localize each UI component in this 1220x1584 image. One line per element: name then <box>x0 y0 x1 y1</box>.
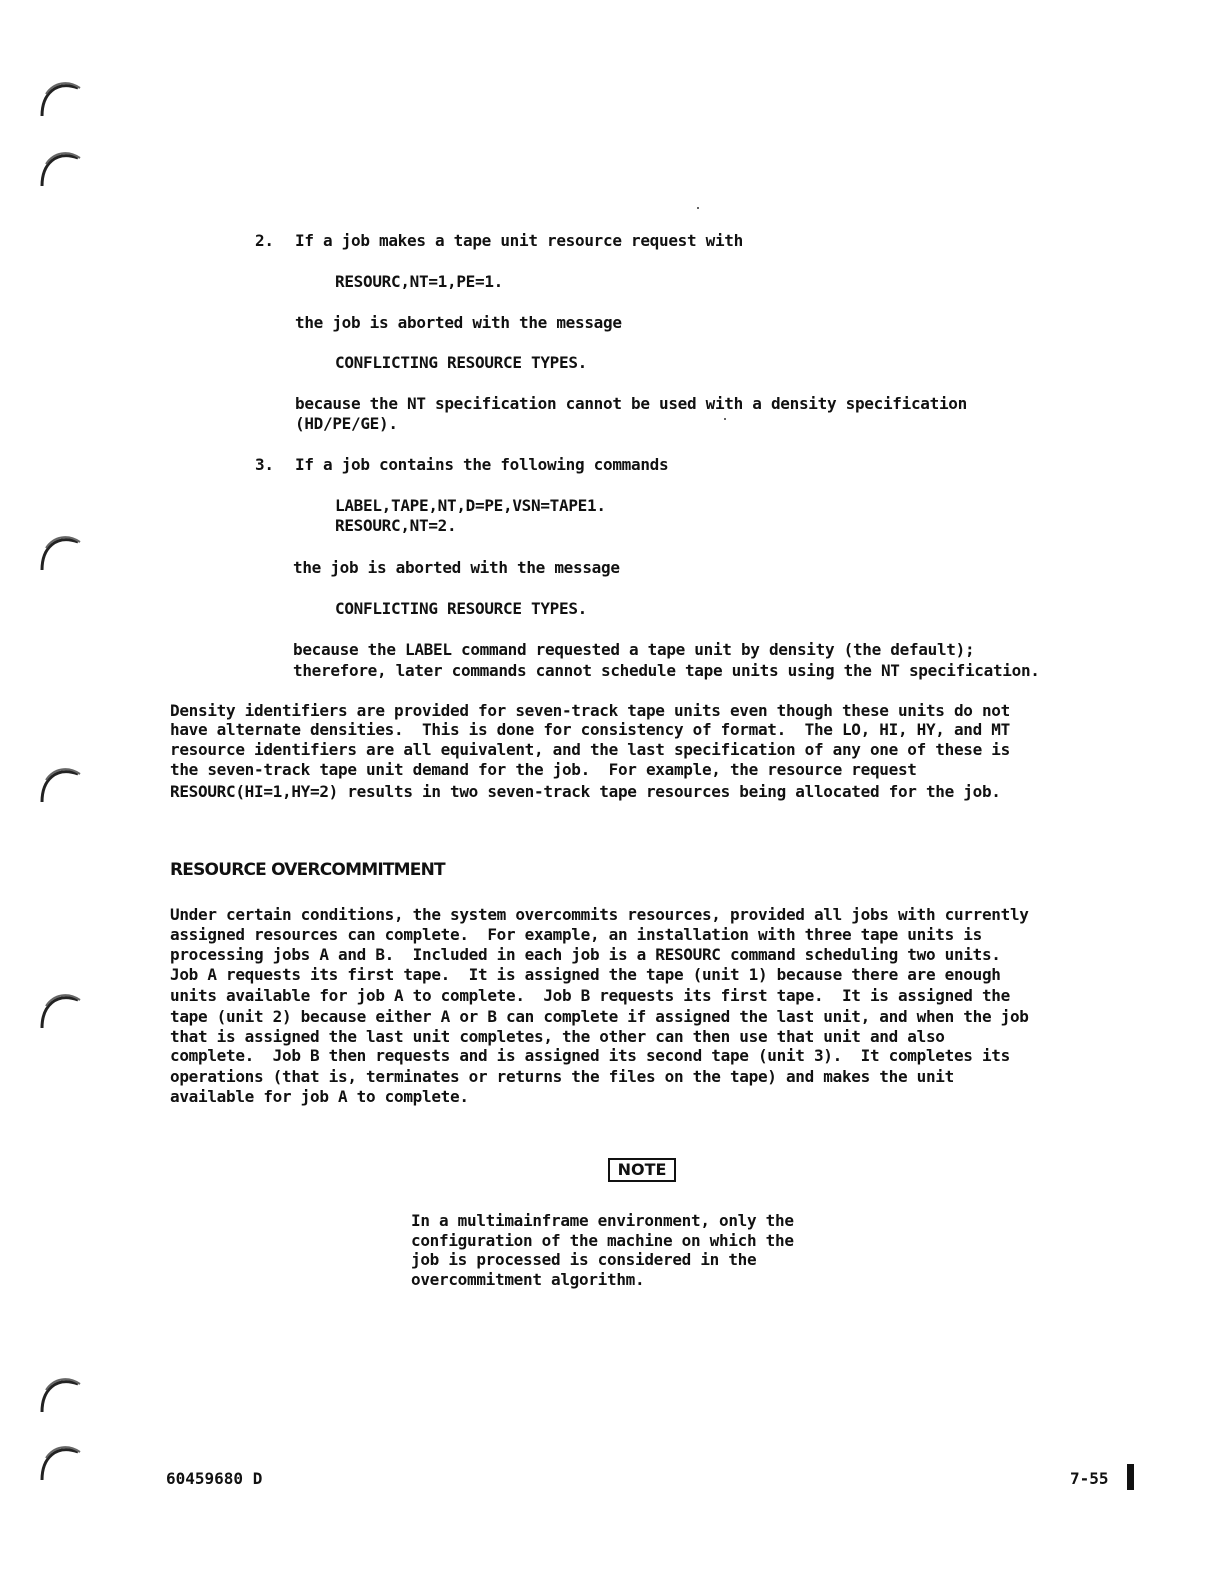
punch-hole-icon <box>38 1438 82 1482</box>
paragraph-line: available for job A to complete. <box>170 1087 469 1106</box>
paragraph-line: Density identifiers are provided for seven-track tape units even though these units do not <box>170 701 1010 720</box>
paragraph-line: Job A requests its first tape. It is assigned the tape (unit 1) because there are enough <box>170 965 1001 984</box>
paragraph-line: processing jobs A and B. Included in each job is a RESOURC command scheduling two units. <box>170 945 1001 964</box>
item-number: 3. <box>255 455 274 474</box>
item-reason-line: because the LABEL command requested a tape unit by density (the default); <box>293 640 975 659</box>
punch-hole-icon <box>38 1370 82 1414</box>
note-line: job is processed is considered in the <box>411 1250 757 1269</box>
item-result: the job is aborted with the message <box>295 313 622 332</box>
item-reason-line: therefore, later commands cannot schedule tape units using the NT specification. <box>293 661 1040 680</box>
punch-hole-icon <box>38 760 82 804</box>
note-line: overcommitment algorithm. <box>411 1270 645 1289</box>
punch-hole-icon <box>38 74 82 118</box>
paragraph-line: Under certain conditions, the system overcommits resources, provided all jobs with currently <box>170 905 1029 924</box>
error-message: CONFLICTING RESOURCE TYPES. <box>335 599 587 618</box>
command-example: LABEL,TAPE,NT,D=PE,VSN=TAPE1. <box>335 496 606 515</box>
paragraph-line: the seven-track tape unit demand for the job. For example, the resource request <box>170 760 917 779</box>
item-number: 2. <box>255 231 274 250</box>
item-reason-line: (HD/PE/GE). <box>295 414 398 433</box>
punch-hole-icon <box>38 528 82 572</box>
command-example: RESOURC,NT=2. <box>335 516 457 535</box>
paragraph-line: assigned resources can complete. For example, an installation with three tape units is <box>170 925 982 944</box>
item-result: the job is aborted with the message <box>293 558 620 577</box>
document-number: 60459680 D <box>166 1469 263 1488</box>
scan-speck <box>724 418 726 420</box>
note-line: In a multimainframe environment, only the <box>411 1211 794 1230</box>
punch-hole-icon <box>38 144 82 188</box>
paragraph-line: units available for job A to complete. Job B requests its first tape. It is assigned the <box>170 986 1010 1005</box>
note-line: configuration of the machine on which the <box>411 1231 794 1250</box>
paragraph-line: resource identifiers are all equivalent, and the last specification of any one of these is <box>170 740 1010 759</box>
paragraph-line: have alternate densities. This is done for consistency of format. The LO, HI, HY, and MT <box>170 720 1010 739</box>
section-heading: RESOURCE OVERCOMMITMENT <box>170 860 445 880</box>
change-bar <box>1127 1464 1134 1490</box>
paragraph-line: complete. Job B then requests and is assigned its second tape (unit 3). It completes its <box>170 1046 1010 1065</box>
command-example: RESOURC,NT=1,PE=1. <box>335 272 503 291</box>
error-message: CONFLICTING RESOURCE TYPES. <box>335 353 587 372</box>
item-reason-line: because the NT specification cannot be used with a density specification <box>295 394 967 413</box>
paragraph-line: tape (unit 2) because either A or B can complete if assigned the last unit, and when the job <box>170 1007 1029 1026</box>
paragraph-line: that is assigned the last unit completes, the other can then use that unit and also <box>170 1027 945 1046</box>
page-number: 7-55 <box>1070 1469 1109 1488</box>
note-label: NOTE <box>608 1158 676 1182</box>
paragraph-line: RESOURC(HI=1,HY=2) results in two seven-track tape resources being allocated for the job. <box>170 782 1001 801</box>
punch-hole-icon <box>38 986 82 1030</box>
item-intro: If a job contains the following commands <box>295 455 669 474</box>
item-intro: If a job makes a tape unit resource request with <box>295 231 743 250</box>
scan-speck <box>697 207 699 209</box>
paragraph-line: operations (that is, terminates or returns the files on the tape) and makes the unit <box>170 1067 954 1086</box>
